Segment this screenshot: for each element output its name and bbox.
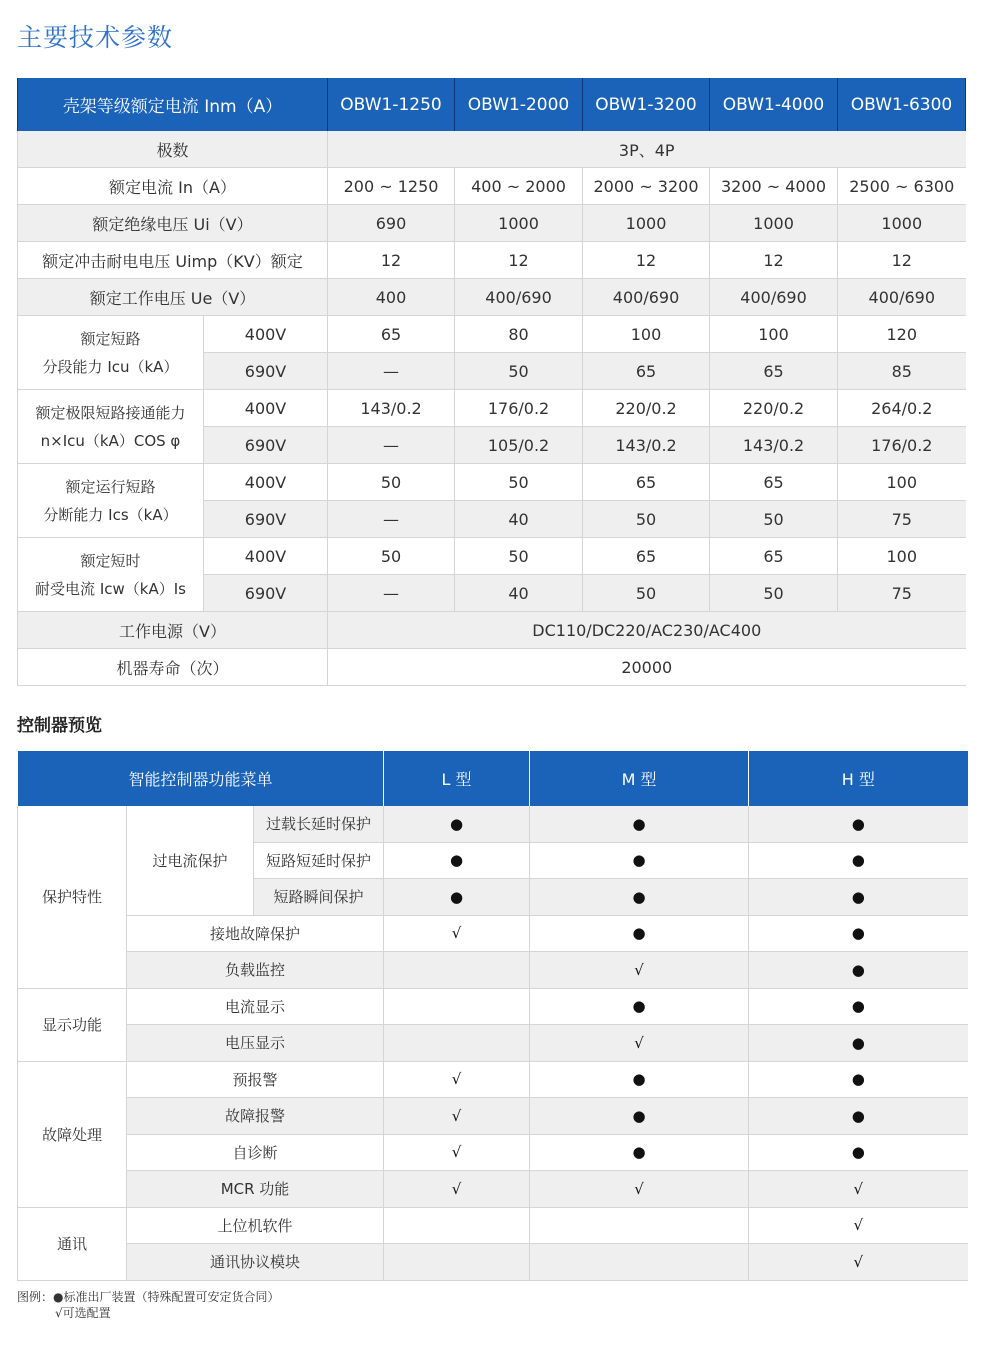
spec-header-row — [18, 78, 966, 131]
cell-value: — — [328, 501, 455, 538]
cell-value: 50 — [328, 538, 455, 575]
cell-value: 400/690 — [583, 279, 710, 316]
row-label: 额定绝缘电压 Ui（V） — [18, 205, 328, 242]
cell-value: 100 — [710, 316, 838, 353]
controller-row — [18, 1134, 968, 1171]
page-title: 主要技术参数 — [17, 23, 174, 52]
cell-value: 400/690 — [710, 279, 838, 316]
label-line: 耐受电流 Icw（kA）Is — [35, 579, 186, 598]
legend-standard: 图例：●标准出厂装置（特殊配置可安定货合同） — [17, 1290, 280, 1304]
row-label-icw — [18, 538, 204, 612]
cell-value: 3200 ~ 4000 — [710, 168, 838, 205]
group-label-fault: 故障处理 — [18, 1061, 127, 1207]
mark-m: ● — [530, 988, 749, 1025]
label-line: 额定短时 — [80, 551, 141, 570]
row-label: 额定电流 In（A） — [18, 168, 328, 205]
function-name: 电压显示 — [127, 1025, 384, 1062]
cell-value: 2500 ~ 6300 — [838, 168, 966, 205]
group-label-comm: 通讯 — [18, 1207, 127, 1280]
legend-optional: √可选配置 — [55, 1306, 111, 1320]
cell-value: 220/0.2 — [710, 390, 838, 427]
spec-row-poles — [18, 131, 966, 168]
mark-m: ● — [530, 1061, 749, 1098]
row-label-icu — [18, 316, 204, 390]
mark-h: ● — [749, 1061, 968, 1098]
cell-value: 12 — [583, 242, 710, 279]
cell-value: 50 — [455, 464, 583, 501]
mark-l: √ — [384, 1134, 530, 1171]
spec-header-model: OBW1-2000 — [455, 78, 583, 131]
cell-value: 12 — [710, 242, 838, 279]
mark-m: √ — [530, 1171, 749, 1208]
function-name: 预报警 — [127, 1061, 384, 1098]
cell-value: — — [328, 353, 455, 390]
mark-l: ● — [384, 806, 530, 842]
mark-h: ● — [749, 1098, 968, 1135]
cell-value: 1000 — [455, 205, 583, 242]
spec-row-working-voltage — [18, 279, 966, 316]
cell-value: 65 — [710, 353, 838, 390]
function-name: 自诊断 — [127, 1134, 384, 1171]
mark-m: ● — [530, 1134, 749, 1171]
cell-value: — — [328, 575, 455, 612]
function-name: 电流显示 — [127, 988, 384, 1025]
spec-row-insulation-voltage — [18, 205, 966, 242]
function-name: 通讯协议模块 — [127, 1244, 384, 1281]
cell-value: 120 — [838, 316, 966, 353]
group-label-protection: 保护特性 — [18, 806, 127, 988]
controller-row — [18, 1207, 968, 1244]
cell-value: 100 — [838, 538, 966, 575]
mark-m: √ — [530, 1025, 749, 1062]
cell-value: 12 — [838, 242, 966, 279]
row-label: 额定工作电压 Ue（V） — [18, 279, 328, 316]
spec-header-model: OBW1-3200 — [583, 78, 710, 131]
function-name: 故障报警 — [127, 1098, 384, 1135]
function-name: 接地故障保护 — [127, 915, 384, 952]
cell-value: 50 — [710, 575, 838, 612]
mark-l: √ — [384, 915, 530, 952]
cell-value: 105/0.2 — [455, 427, 583, 464]
cell-value: 690 — [328, 205, 455, 242]
cell-value: 20000 — [328, 649, 966, 686]
label-line: 额定运行短路 — [65, 477, 156, 496]
cell-value: 176/0.2 — [838, 427, 966, 464]
controller-row — [18, 1061, 968, 1098]
controller-row — [18, 1025, 968, 1062]
cell-value: 75 — [838, 575, 966, 612]
cell-value: 1000 — [838, 205, 966, 242]
spec-row-life — [18, 649, 966, 686]
row-label: 额定冲击耐电电压 Uimp（KV）额定 — [18, 242, 328, 279]
cell-value: 176/0.2 — [455, 390, 583, 427]
cell-value: 200 ~ 1250 — [328, 168, 455, 205]
mark-l — [384, 1025, 530, 1062]
mark-l: ● — [384, 879, 530, 916]
cell-value: 12 — [328, 242, 455, 279]
mark-l: √ — [384, 1061, 530, 1098]
cell-value: 50 — [710, 501, 838, 538]
voltage-label: 690V — [204, 427, 328, 464]
mark-l — [384, 952, 530, 989]
mark-h: ● — [749, 842, 968, 879]
mark-h: √ — [749, 1244, 968, 1281]
spec-row-impulse-voltage — [18, 242, 966, 279]
cell-value: DC110/DC220/AC230/AC400 — [328, 612, 966, 649]
label-line: n×Icu（kA）COS φ — [40, 431, 181, 450]
cell-value: 100 — [838, 464, 966, 501]
mark-m: ● — [530, 1098, 749, 1135]
function-name: 短路瞬间保护 — [254, 879, 384, 916]
cell-value: 400/690 — [455, 279, 583, 316]
cell-value: 65 — [583, 464, 710, 501]
spec-row-power — [18, 612, 966, 649]
mark-l — [384, 988, 530, 1025]
spec-header-model: OBW1-4000 — [710, 78, 838, 131]
mark-m: ● — [530, 806, 749, 842]
voltage-label: 400V — [204, 390, 328, 427]
cell-value: 12 — [455, 242, 583, 279]
controller-row — [18, 806, 968, 842]
voltage-label: 400V — [204, 538, 328, 575]
controller-row — [18, 988, 968, 1025]
row-label: 工作电源（V） — [18, 612, 328, 649]
cell-value: 400 — [328, 279, 455, 316]
row-label-making — [18, 390, 204, 464]
label-line: 额定极限短路接通能力 — [35, 403, 186, 422]
controller-header-row — [18, 751, 968, 806]
subgroup-label-overcurrent: 过电流保护 — [127, 806, 254, 915]
function-name: 过载长延时保护 — [254, 806, 384, 842]
cell-value: 143/0.2 — [583, 427, 710, 464]
cell-value: 143/0.2 — [328, 390, 455, 427]
function-name: 上位机软件 — [127, 1207, 384, 1244]
controller-row — [18, 952, 968, 989]
controller-table — [17, 751, 968, 1281]
mark-l — [384, 1207, 530, 1244]
mark-l: ● — [384, 842, 530, 879]
mark-l: √ — [384, 1171, 530, 1208]
mark-h: √ — [749, 1171, 968, 1208]
spec-header-model: OBW1-1250 — [328, 78, 455, 131]
cell-value: 2000 ~ 3200 — [583, 168, 710, 205]
cell-value: 65 — [710, 464, 838, 501]
cell-value: 100 — [583, 316, 710, 353]
mark-h: ● — [749, 1025, 968, 1062]
mark-m — [530, 1207, 749, 1244]
controller-row — [18, 1171, 968, 1208]
group-label-display: 显示功能 — [18, 988, 127, 1061]
controller-header-menu: 智能控制器功能菜单 — [18, 751, 384, 806]
mark-h: ● — [749, 1134, 968, 1171]
mark-m: √ — [530, 952, 749, 989]
cell-value: 50 — [583, 501, 710, 538]
controller-row — [18, 1244, 968, 1281]
mark-h: √ — [749, 1207, 968, 1244]
cell-value: 65 — [583, 538, 710, 575]
cell-value: 80 — [455, 316, 583, 353]
voltage-label: 400V — [204, 464, 328, 501]
spec-row-rated-current — [18, 168, 966, 205]
label-line: 额定短路 — [80, 329, 141, 348]
spec-header-frame-current: 壳架等级额定电流 Inm（A） — [18, 78, 328, 131]
spec-row-making-400 — [18, 390, 966, 427]
spec-row-icw-400 — [18, 538, 966, 575]
legend — [17, 1289, 279, 1321]
cell-value: 50 — [455, 353, 583, 390]
cell-value: 65 — [710, 538, 838, 575]
cell-value: 85 — [838, 353, 966, 390]
cell-value: 50 — [455, 538, 583, 575]
mark-h: ● — [749, 952, 968, 989]
cell-value: 50 — [583, 575, 710, 612]
cell-value: 220/0.2 — [583, 390, 710, 427]
mark-l — [384, 1244, 530, 1281]
cell-value: 264/0.2 — [838, 390, 966, 427]
cell-value: 400/690 — [838, 279, 966, 316]
cell-value: 40 — [455, 501, 583, 538]
spec-row-icu-400 — [18, 316, 966, 353]
spec-table — [17, 78, 966, 686]
cell-value: 143/0.2 — [710, 427, 838, 464]
cell-value: 65 — [328, 316, 455, 353]
voltage-label: 690V — [204, 353, 328, 390]
cell-value: 65 — [583, 353, 710, 390]
label-line: 分段能力 Icu（kA） — [42, 357, 179, 376]
row-label: 极数 — [18, 131, 328, 168]
cell-value: 3P、4P — [328, 131, 966, 168]
mark-m: ● — [530, 842, 749, 879]
label-line: 分断能力 Ics（kA） — [43, 505, 178, 524]
cell-value: 400 ~ 2000 — [455, 168, 583, 205]
mark-h: ● — [749, 879, 968, 916]
controller-header-type: L 型 — [384, 751, 530, 806]
spec-row-ics-400 — [18, 464, 966, 501]
row-label-ics — [18, 464, 204, 538]
mark-m — [530, 1244, 749, 1281]
cell-value: 50 — [328, 464, 455, 501]
controller-row — [18, 1098, 968, 1135]
voltage-label: 690V — [204, 575, 328, 612]
voltage-label: 690V — [204, 501, 328, 538]
row-label: 机器寿命（次） — [18, 649, 328, 686]
function-name: 短路短延时保护 — [254, 842, 384, 879]
cell-value: 75 — [838, 501, 966, 538]
cell-value: 1000 — [583, 205, 710, 242]
mark-l: √ — [384, 1098, 530, 1135]
controller-header-type: M 型 — [530, 751, 749, 806]
section-title: 控制器预览 — [17, 716, 102, 736]
mark-m: ● — [530, 915, 749, 952]
mark-h: ● — [749, 806, 968, 842]
mark-h: ● — [749, 915, 968, 952]
voltage-label: 400V — [204, 316, 328, 353]
cell-value: — — [328, 427, 455, 464]
mark-m: ● — [530, 879, 749, 916]
controller-row — [18, 915, 968, 952]
cell-value: 40 — [455, 575, 583, 612]
cell-value: 1000 — [710, 205, 838, 242]
mark-h: ● — [749, 988, 968, 1025]
spec-header-model: OBW1-6300 — [838, 78, 966, 131]
function-name: MCR 功能 — [127, 1171, 384, 1208]
controller-header-type: H 型 — [749, 751, 968, 806]
function-name: 负载监控 — [127, 952, 384, 989]
